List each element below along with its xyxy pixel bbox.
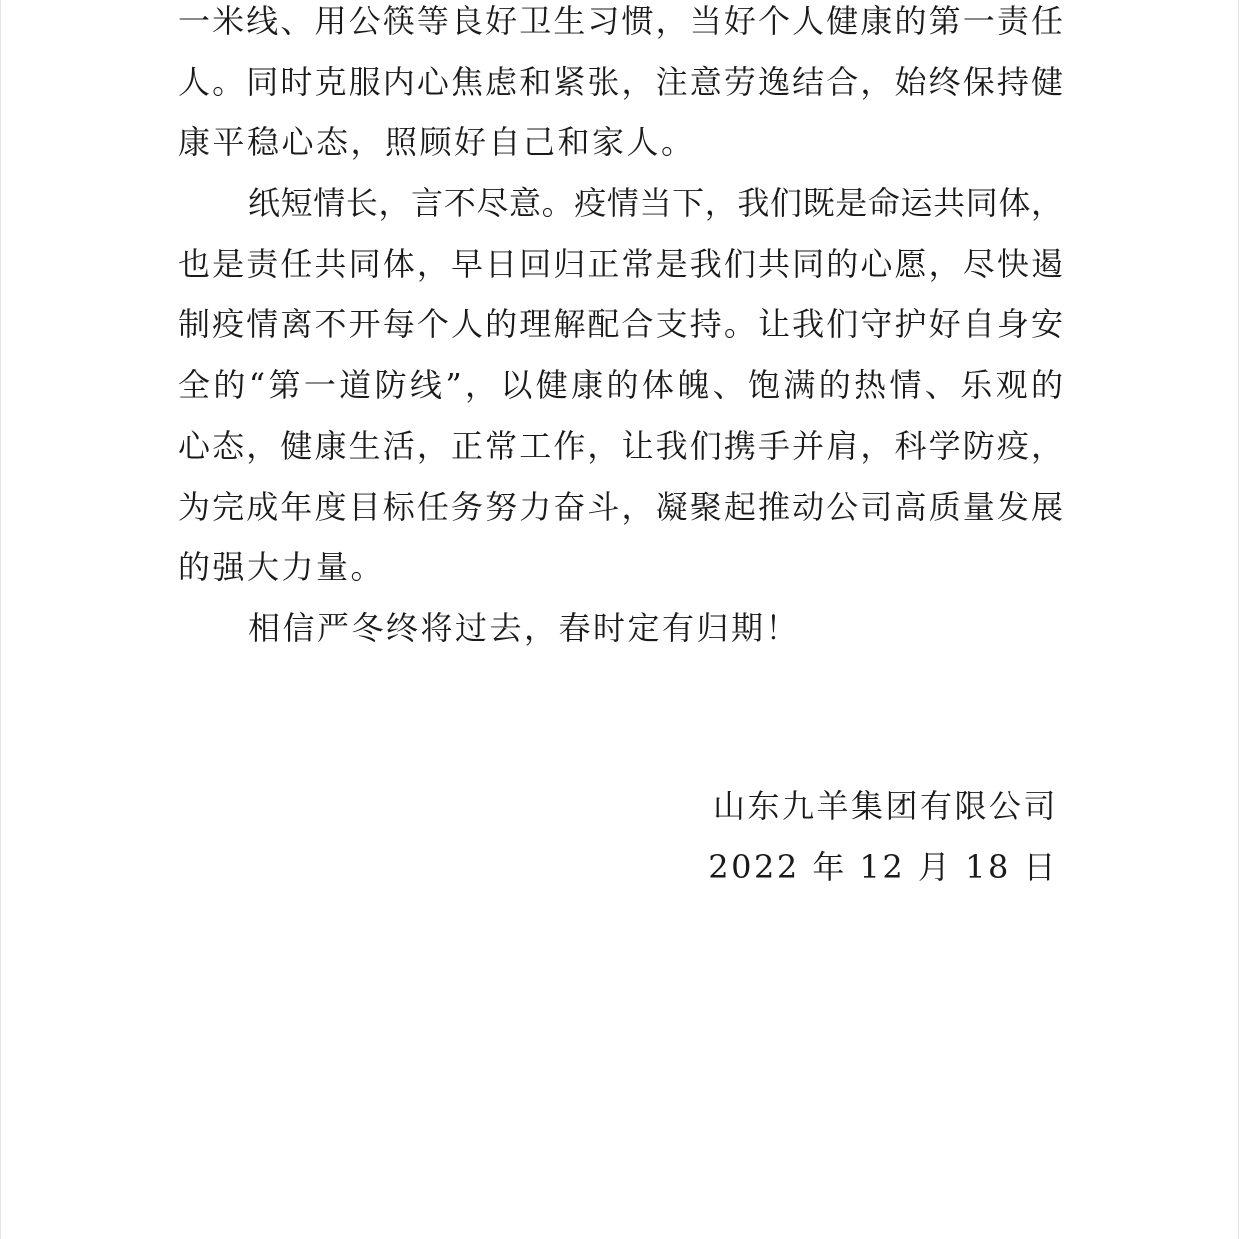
text-line: 人。同时克服内心焦虑和紧张，注意劳逸结合，始终保持健	[178, 62, 1063, 101]
text-line: 制疫情离不开每个人的理解配合支持。让我们守护好自身安	[178, 305, 1063, 344]
page-edge-left	[0, 0, 1, 1239]
text-line: 的强大力量。	[178, 548, 386, 587]
text-line: 全的“第一道防线”，以健康的体魄、饱满的热情、乐观的	[178, 366, 1063, 405]
text-line: 也是责任共同体，早日回归正常是我们共同的心愿，尽快遏	[178, 244, 1063, 283]
text-line: 一米线、用公筷等良好卫生习惯，当好个人健康的第一责任	[178, 2, 1063, 40]
signature-date: 2022 年 12 月 18 日	[708, 848, 1058, 886]
text-line: 心态，健康生活，正常工作，让我们携手并肩，科学防疫，	[178, 426, 1063, 465]
text-line: 为完成年度目标任务努力奋斗，凝聚起推动公司高质量发展	[178, 487, 1063, 526]
text-line: 纸短情长，言不尽意。疫情当下，我们既是命运共同体，	[248, 184, 1063, 223]
signature-company: 山东九羊集团有限公司	[712, 787, 1058, 825]
text-line: 相信严冬终将过去，春时定有归期！	[248, 608, 801, 647]
letter-body	[178, 0, 1063, 659]
text-line: 康平稳心态，照顾好自己和家人。	[178, 123, 696, 162]
